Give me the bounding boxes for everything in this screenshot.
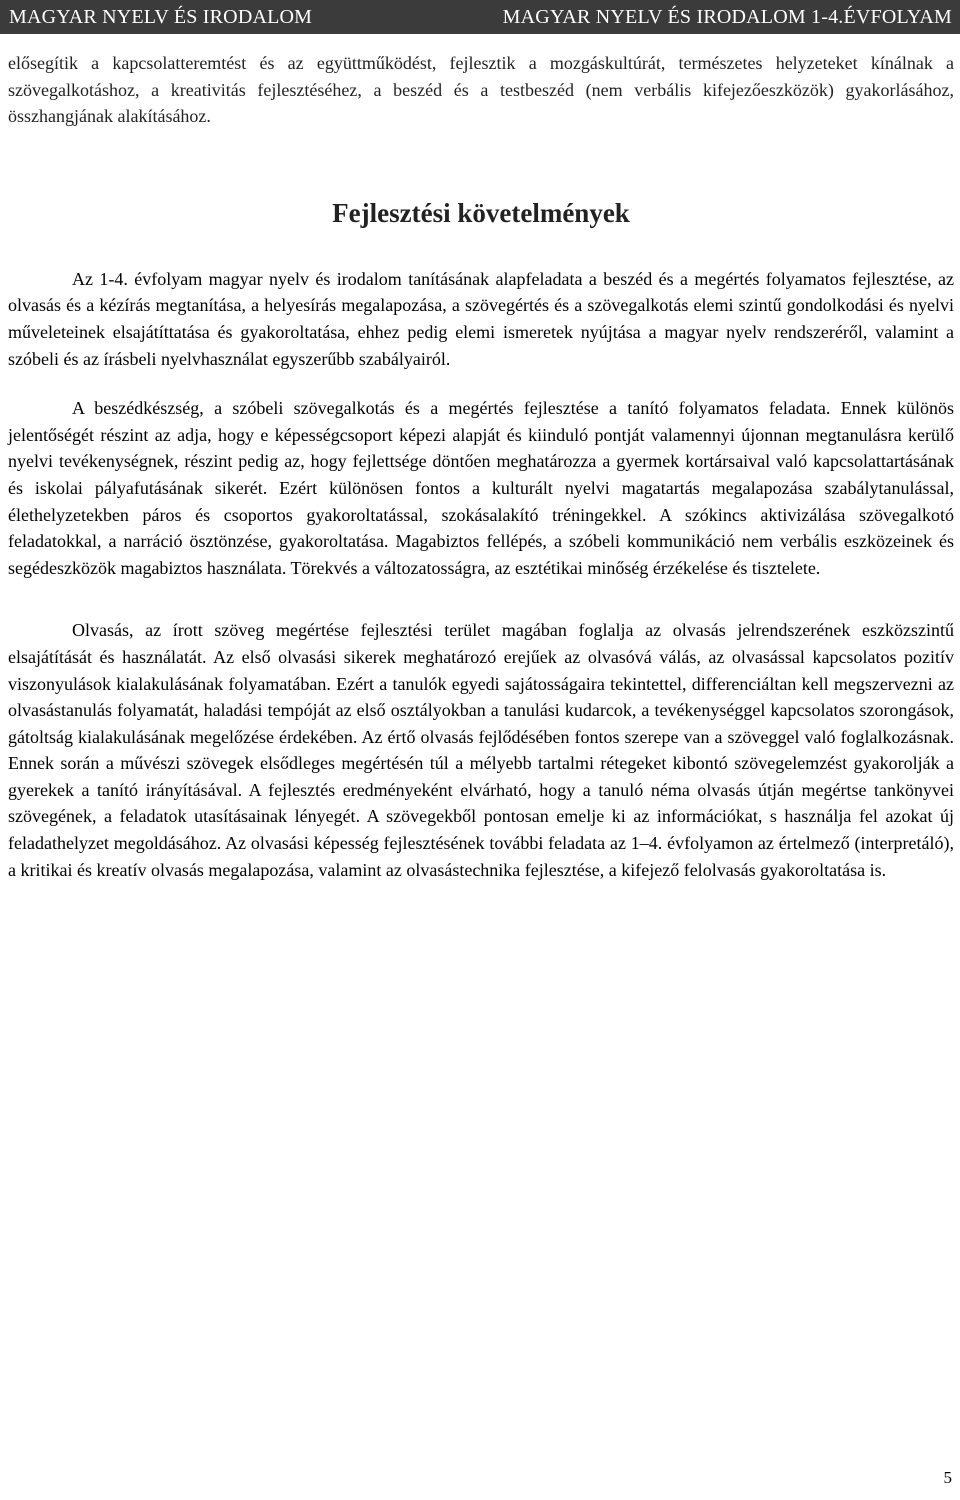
header-right-title: MAGYAR NYELV ÉS IRODALOM 1-4.ÉVFOLYAM bbox=[502, 5, 952, 28]
page-number: 5 bbox=[943, 1468, 952, 1487]
section-title: Fejlesztési követelmények bbox=[332, 197, 630, 228]
paragraph-1: Az 1-4. évfolyam magyar nyelv és irodalom tanításának alapfeladata a beszéd és a megértés folyamatos fejlesztése, az olvasás és a kézírás megtanítása, a helyesírás megalapozása, a szövegértés és a szövegalkotás elemi szintű gondolkodási és nyelvi műveleteinek elsajátíttatása és gyakoroltatása, ehhez pedig elemi ismeretek nyújtása a magyar nyelv rendszeréről, valamint a szóbeli és az írásbeli nyelvhasználat egyszerűbb szabályairól. bbox=[8, 268, 954, 369]
header-left-title: MAGYAR NYELV ÉS IRODALOM bbox=[9, 5, 313, 28]
paragraph-2: A beszédkészség, a szóbeli szövegalkotás és a megértés fejlesztése a tanító folyamatos feladata. Ennek különös jelentőségét részint az adja, hogy e képességcsoport képezi alapját és kiinduló pontját valamennyi újonnan megtanulásra kerülő nyelvi tevékenységnek, részint pedig az, hogy fejlettsége döntően meghatározza a gyermek kortársaival való kapcsolattartásának és iskolai pályafutásának sikerét. Ezért különösen fontos a kulturált nyelvi magatartás megalapozása szabálytanulással, élethelyzetekben páros és csoportos gyakoroltatással, szokásalakító tréningekkel. A szókincs aktivizálása szövegalkotó feladatokkal, a narráció ösztönzése, gyakoroltatása. Magabiztos fellépés, a szóbeli kommunikáció nem verbális eszközeinek és segédeszközök magabiztos használata. Törekvés a változatosságra, az esztétikai minőség érzékelése és tisztelete. bbox=[8, 398, 954, 578]
intro-paragraph: elősegítik a kapcsolatteremtést és az együttműködést, fejlesztik a mozgáskultúrát, természetes helyzeteket kínálnak a szövegalkotáshoz, a kreativitás fejlesztéséhez, a beszéd és a testbeszéd (nem verbális kifejezőeszközök) gyakorlásához, összhangjának alakításához. bbox=[8, 53, 954, 127]
paragraph-3: Olvasás, az írott szöveg megértése fejlesztési terület magában foglalja az olvasás jelrendszerének eszközszintű elsajátítását és használatát. Az első olvasási sikerek meghatározó erejűek az olvasóvá válás, az olvasással kapcsolatos pozitív viszonyulások kialakulásának folyamatában. Ezért a tanulók egyedi sajátosságaira tekintettel, differenciáltan kell megszervezni az olvasástanulás folyamatát, haladási tempóját az első osztályokban a tanulási kudarcok, a tevékenységgel kapcsolatos szorongások, gátoltság kialakulásának megelőzése érdekében. Az értő olvasás fejlődésében fontos szerepe van a szöveggel való foglalkozásnak. Ennek során a művészi szövegek elsődleges megértésén túl a mélyebb tartalmi rétegeket kibontó szövegelemzést gyakorolják a gyerekek a tanító irányításával. A fejlesztés eredményeként elvárható, hogy a tanuló néma olvasás útján megértse tankönyvei szövegének, a feladatok utasításainak lényegét. A szövegekből pontosan emelje ki az információkat, s használja fel azokat új feladathelyzet megoldásához. Az olvasási képesség fejlesztésének további feladata az 1–4. évfolyamon az értelmező (interpretáló), a kritikai és kreatív olvasás megalapozása, valamint az olvasástechnika fejlesztése, a kifejező felolvasás gyakoroltatása is. bbox=[8, 620, 954, 880]
page-body bbox=[8, 50, 954, 883]
running-header bbox=[0, 0, 960, 34]
